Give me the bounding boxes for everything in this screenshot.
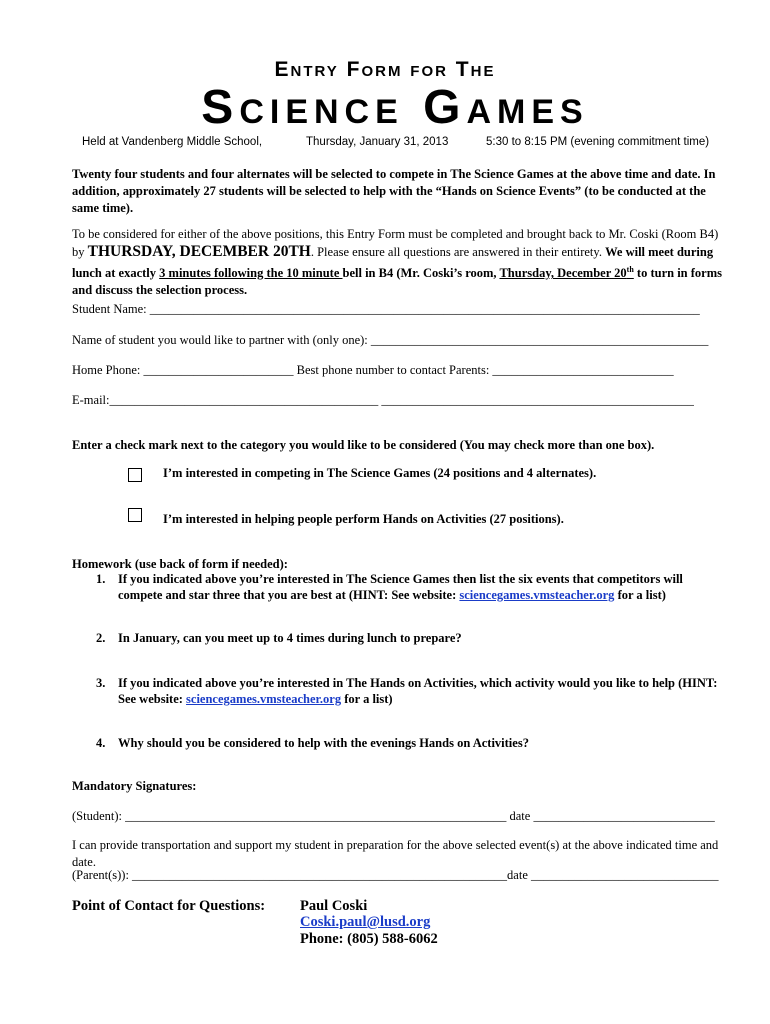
meet-place: bell in B4 (Mr. Coski’s room, [342,266,500,281]
question-3-number: 3. [96,676,106,690]
instructions-part1: To be considered for either of the above positions, this Entry Form must be completed and brought back to Mr. Coski (Room B4) [72,227,719,241]
question-1-end: for a list) [614,588,666,602]
competing-checkbox[interactable] [128,468,142,482]
phone-fields[interactable]: Home Phone: ________________________ Best phone number to contact Parents: _____________________________ [72,363,674,377]
deadline: THURSDAY, DECEMBER 20TH [87,243,311,260]
question-4-text: Why should you be considered to help with the evenings Hands on Activities? [118,736,529,750]
homework-question-3 [72,675,722,707]
email-field[interactable]: E-mail:___________________________________________ __________________________________________________ [72,393,694,407]
question-3-link[interactable]: sciencegames.vmsteacher.org [186,692,342,706]
question-2-text: In January, can you meet up to 4 times during lunch to prepare? [118,631,462,645]
meet-date: Thursday, December 20th [499,265,634,281]
activities-label: I’m interested in helping people perform Hands on Activities (27 positions). [163,512,564,526]
instructions-paragraph [72,226,732,299]
student-signature-field[interactable]: (Student): _____________________________________________________________ date _____________________________ [72,809,715,823]
question-3-end: for a list) [341,692,393,706]
form-title-line2: Science Games [201,81,589,134]
event-date: Thursday, January 31, 2013 [306,136,449,148]
parent-signature-field[interactable]: (Parent(s)): ____________________________________________________________date ______________________________ [72,868,719,882]
homework-question-2 [72,630,722,646]
signatures-heading: Mandatory Signatures: [72,779,197,793]
meet-end: to turn in forms and discuss the selection process. [72,266,722,298]
contact-phone: Phone: (805) 588-6062 [300,931,438,947]
event-time: 5:30 to 8:15 PM (evening commitment time) [486,136,710,148]
contact-name: Paul Coski [300,898,368,914]
intro-paragraph: Twenty four students and four alternates will be selected to compete in The Science Games at the above time and date. In addition, approximately 27 students will be selected to help with the “Hands on Science Events” (to be conducted at the same time). [72,167,716,215]
question-2-number: 2. [96,631,106,645]
instructions-part2: . Please ensure all questions are answered in their entirety. [310,245,606,259]
transport-statement: I can provide transportation and support my student in preparation for the above selected event(s) at the above indicated time and date. [72,838,719,869]
question-3-text: If you indicated above you’re interested in The Hands on Activities, which activity would you like to help (HINT: See website: [118,676,718,706]
event-location: Held at Vandenberg Middle School, [82,136,263,148]
question-1-text: If you indicated above you’re interested in The Science Games then list the six events that competitors will compete and star three that you are best at (HINT: See website: [118,572,683,602]
activities-checkbox[interactable] [128,508,142,522]
category-prompt: Enter a check mark next to the category you would like to be considered (You may check more than one box). [72,438,655,452]
question-1-number: 1. [96,572,106,586]
form-title-line1: Entry Form for The [274,58,496,81]
question-1-link[interactable]: sciencegames.vmsteacher.org [459,588,615,602]
homework-question-1 [72,571,722,603]
contact-label: Point of Contact for Questions: [72,898,266,914]
contact-email-link[interactable]: Coski.paul@lusd.org [300,914,431,930]
instructions-by: by [72,245,88,259]
partner-name-field[interactable]: Name of student you would like to partner with (only one): ______________________________________________________ [72,333,709,347]
meet-time: 3 minutes following the 10 minute [159,266,343,281]
homework-question-4 [72,735,722,751]
question-4-number: 4. [96,736,106,750]
student-name-field[interactable]: Student Name: ________________________________________________________________________________________ [72,302,700,316]
competing-label: I’m interested in competing in The Science Games (24 positions and 4 alternates). [163,466,597,480]
homework-heading: Homework (use back of form if needed): [72,557,288,571]
meet-text: We will meet during lunch at exactly [72,245,714,281]
